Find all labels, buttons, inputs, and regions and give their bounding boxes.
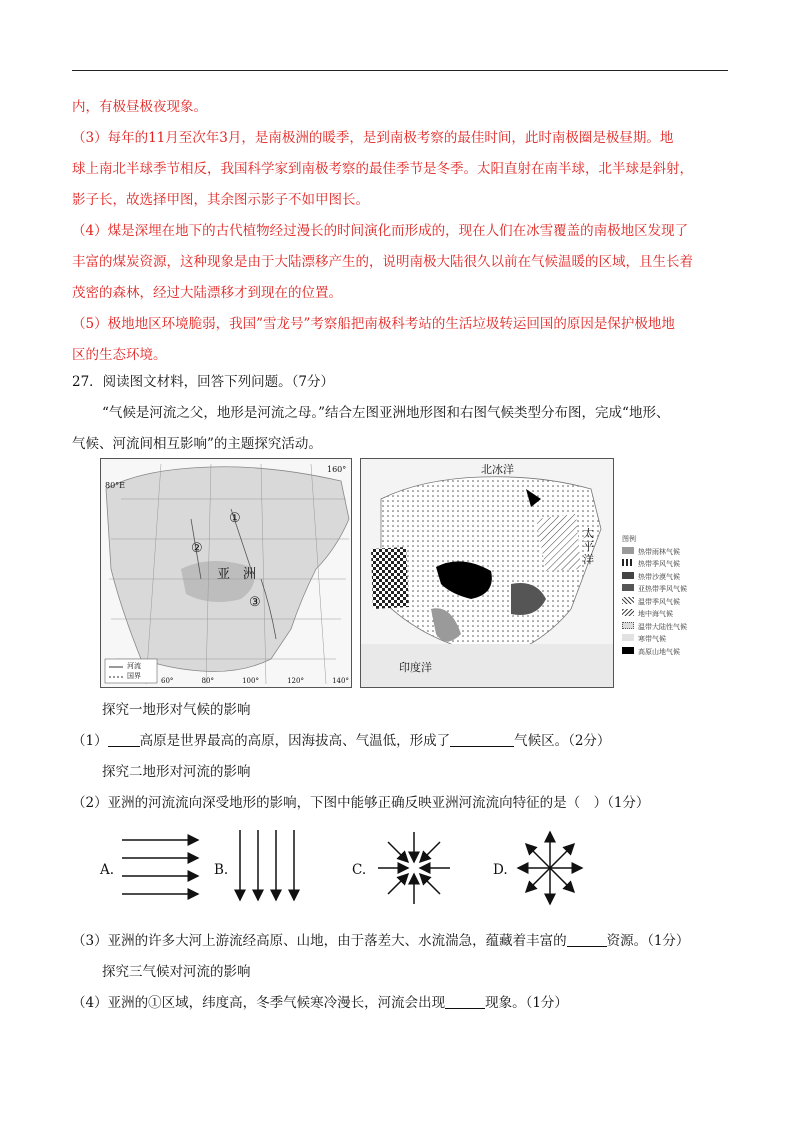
legend-border: 国界 <box>127 672 141 680</box>
degree-bottom: 60° 80° 100° 120° 140° <box>161 677 349 685</box>
question-title: 27．阅读图文材料，回答下列问题。（7分） <box>72 374 335 390</box>
answer-3-line-1: （3）每年的11月至次年3月，是南极洲的暖季，是到南极考察的最佳时间，此时南极圈是极昼期。地 <box>72 130 674 146</box>
question-intro-1: “气候是河流之父，地形是河流之母。”结合左图亚洲地形图和右图气候类型分布图，完成“地形、 <box>102 405 670 421</box>
mark-3: ③ <box>249 595 261 610</box>
label-indian: 印度洋 <box>399 661 432 674</box>
answer-blank[interactable] <box>108 732 140 747</box>
answer-3-line-3: 影子长，故选择甲图，其余图示影子不如甲图长。 <box>72 192 369 208</box>
legend-river: 河流 <box>127 662 141 670</box>
flow-options <box>90 828 610 908</box>
option-b[interactable]: B. <box>214 862 229 878</box>
legend-item: 热带季风气候 <box>622 558 722 571</box>
answer-4-line-3: 茂密的森林，经过大陆漂移才到现在的位置。 <box>72 285 342 301</box>
legend-item: 寒带气候 <box>622 633 722 646</box>
mark-1: ① <box>229 511 241 526</box>
answer-4-line-2: 丰富的煤炭资源，这种现象是由于大陆漂移产生的，说明南极大陆很久以前在气候温暖的区域，且生长着 <box>72 254 693 270</box>
question-27 <box>72 367 728 460</box>
question-2: （2）亚洲的河流流向深受地形的影响，下图中能够正确反映亚洲河流流向特征的是（ ）（1分） <box>72 795 650 811</box>
explore-2-title: 探究二地形对河流的影响 <box>102 764 251 780</box>
legend-item: 温带季风气候 <box>622 596 722 609</box>
option-c[interactable]: C. <box>352 862 367 878</box>
answer-blank[interactable] <box>450 732 514 747</box>
asia-label: 亚 洲 <box>217 567 257 582</box>
option-b-arrows <box>240 830 294 900</box>
answer-blank[interactable] <box>567 932 607 947</box>
legend-item: 热带雨林气候 <box>622 546 722 559</box>
legend-item: 亚热带季风气候 <box>622 583 722 596</box>
question-3: （3）亚洲的许多大河上游流经高原、山地，由于落差大、水流湍急，蕴藏着丰富的 资源。（1分） <box>72 933 690 949</box>
explore-1-title: 探究一地形对气候的影响 <box>102 702 251 718</box>
question-1: （1） 高原是世界最高的高原，因海拔高、气温低，形成了 气候区。（2分） <box>72 733 611 749</box>
legend-item: 热带沙漠气候 <box>622 571 722 584</box>
answer-5-line-2: 区的生态环境。 <box>72 347 167 363</box>
legend-item: 高原山地气候 <box>622 646 722 659</box>
legend-item: 温带大陆性气候 <box>622 621 722 634</box>
answer-4-line-1: （4）煤是深埋在地下的古代植物经过漫长的时间演化而形成的，现在人们在冰雪覆盖的南极地区发现了 <box>72 223 689 239</box>
answer-5-line-1: （5）极地地区环境脆弱，我国”雪龙号”考察船把南极科考站的生活垃圾转运回国的原因是保护极地地 <box>72 316 675 332</box>
degree-left: 80°E <box>105 481 126 490</box>
answer-line: 内，有极昼极夜现象。 <box>72 99 207 115</box>
option-c-arrows <box>378 832 450 904</box>
asia-terrain-map <box>100 458 352 688</box>
label-arctic: 北冰洋 <box>481 463 514 476</box>
explore-section <box>72 695 728 819</box>
question-intro-2: 气候、河流间相互影响”的主题探究活动。 <box>72 436 322 452</box>
option-d[interactable]: D. <box>493 862 508 878</box>
legend-item: 地中海气候 <box>622 608 722 621</box>
mark-2: ② <box>191 541 203 556</box>
asia-climate-map <box>360 458 614 688</box>
legend-title: 图例 <box>622 535 636 543</box>
explore-3-title: 探究三气候对河流的影响 <box>102 964 251 980</box>
degree-top: 160° <box>327 465 347 474</box>
option-d-arrows <box>518 832 582 904</box>
option-a[interactable]: A. <box>100 862 115 878</box>
question-4: （4）亚洲的①区域，纬度高，冬季气候寒冷漫长，河流会出现 现象。（1分） <box>72 995 568 1011</box>
climate-map-drawing <box>361 459 613 687</box>
header-rule <box>72 70 728 71</box>
answer-3-line-2: 球上南北半球季节相反，我国科学家到南极考察的最佳季节是冬季。太阳直射在南半球，北半球是斜射， <box>72 161 693 177</box>
answer-blank[interactable] <box>445 994 485 1009</box>
option-a-arrows <box>122 840 198 894</box>
climate-legend <box>622 533 722 658</box>
label-pacific: 太平洋 <box>583 527 594 566</box>
answer-section <box>72 92 728 371</box>
explore-section-2 <box>72 926 728 1019</box>
